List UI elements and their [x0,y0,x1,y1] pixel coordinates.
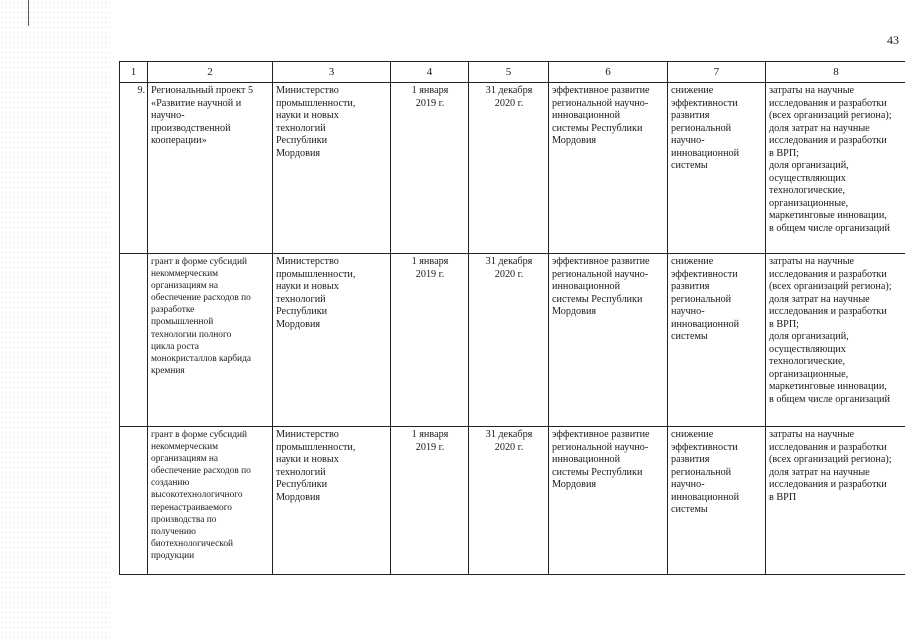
cell-line: некоммерческим [151,269,219,280]
cell-line: затраты на научные [769,256,855,267]
cell-line: получению [151,526,196,537]
executor-cell [273,427,391,575]
header-cell: 8 [766,62,905,83]
cell-line: инновационной [671,147,740,159]
cell-line: некоммерческим [151,442,219,453]
cell-line: Мордовия [552,479,597,490]
cell-line: эффективности [671,441,738,453]
cell-line: (всех организаций региона); [769,281,892,292]
cell-line: инновационной [552,454,621,465]
scan-noise [0,0,110,639]
cell-line: Мордовия [552,135,597,146]
measures-table [119,61,905,575]
executor-cell [273,254,391,427]
consequences-cell [668,83,766,254]
cell-line: 2020 г. [494,441,524,453]
cell-line: в ВРП [769,491,797,503]
cell-line: системы [671,160,708,171]
header-cell: 1 [120,62,148,83]
cell-line: науки и новых [276,281,339,292]
cell-line: монокристаллов карбида [151,353,251,364]
binding-line [28,0,29,26]
consequences-cell [668,254,766,427]
header-cell: 4 [391,62,469,83]
cell-line: 2019 г. [415,97,445,109]
cell-line: эффективное развитие [552,256,650,267]
end-date-cell [469,427,549,575]
cell-line: технологии полного [151,329,232,340]
table-row [120,83,905,254]
cell-line: Мордовия [276,491,321,503]
cell-line: 2019 г. [415,441,445,453]
cell-line: исследования и разработки [769,479,887,490]
cell-line: технологий [276,466,326,478]
cell-line: системы Республики [552,293,643,305]
cell-line: (всех организаций региона); [769,110,892,121]
result-cell [549,427,668,575]
cell-line: Региональный проект 5 [151,85,254,96]
cell-line: 31 декабря [485,85,533,96]
header-cell: 6 [549,62,668,83]
cell-line: 2020 г. [494,97,524,109]
cell-line: эффективности [671,268,738,280]
event-cell [148,427,273,575]
row-number: 9. [120,83,148,254]
cell-line: региональной [671,466,732,478]
page-number: 43 [887,33,899,47]
cell-line: инновационной [552,281,621,292]
cell-line: осуществляющих [769,172,846,184]
cell-line: промышленности, [276,268,356,280]
cell-line: снижение [671,256,714,267]
cell-line: организационные, [769,368,849,380]
cell-line: обеспечение расходов по [151,293,251,304]
cell-line: региональной [671,122,732,134]
cell-line: доля затрат на научные [769,466,870,478]
cell-line: Министерство [276,256,339,267]
cell-line: научно- [671,306,705,317]
cell-line: 1 января [411,85,449,96]
cell-line: научно- [671,479,705,490]
cell-line: Республики [276,479,328,490]
cell-line: исследования и разработки [769,306,887,317]
cell-line: разработке [151,305,195,316]
cell-line: производства по [151,514,217,525]
table-row [120,427,905,575]
cell-line: организационные, [769,197,849,209]
cell-line: 2019 г. [415,268,445,280]
cell-line: промышленной [151,317,214,328]
cell-line: снижение [671,85,714,96]
cell-line: в ВРП; [769,318,800,330]
cell-line: доля затрат на научные [769,122,870,134]
cell-line: региональной научно- [552,441,649,453]
cell-line: в общем числе организаций [769,393,890,405]
cell-line: осуществляющих [769,343,846,355]
end-date-cell [469,83,549,254]
cell-line: системы [671,331,708,342]
cell-line: Министерство [276,429,339,440]
cell-line: региональной научно- [552,97,649,109]
cell-line: эффективное развитие [552,429,650,440]
cell-line: инновационной [671,318,740,330]
cell-line: науки и новых [276,110,339,121]
cell-line: кремния [151,365,185,376]
cell-line: (всех организаций региона); [769,454,892,465]
end-date-cell [469,254,549,427]
cell-line: биотехнологической [151,538,234,549]
cell-line: исследования и разработки [769,268,887,280]
indicators-cell [766,254,905,427]
cell-line: промышленности, [276,441,356,453]
cell-line: инновационной [671,491,740,503]
start-date-cell [391,83,469,254]
cell-line: научно- [151,110,185,121]
cell-line: Министерство [276,85,339,96]
start-date-cell [391,427,469,575]
cell-line: маркетинговые инновации, [769,210,887,221]
cell-line: системы [671,504,708,515]
cell-line: промышленности, [276,97,356,109]
header-cell: 5 [469,62,549,83]
result-cell [549,254,668,427]
row-number [120,254,148,427]
cell-line: технологические, [769,356,846,367]
cell-line: Мордовия [276,318,321,330]
cell-line: снижение [671,429,714,440]
cell-line: созданию [151,478,190,489]
cell-line: организациям на [151,281,219,292]
cell-line: эффективности [671,97,738,109]
event-cell [148,254,273,427]
table-row [120,254,905,427]
cell-line: технологий [276,293,326,305]
cell-line: Республики [276,306,328,317]
cell-line: развития [671,281,710,292]
cell-line: 31 декабря [485,429,533,440]
cell-line: Республики [276,135,328,146]
cell-line: технологические, [769,185,846,196]
cell-line: региональной научно- [552,268,649,280]
cell-line: эффективное развитие [552,85,650,96]
indicators-cell [766,83,905,254]
cell-line: в общем числе организаций [769,222,890,234]
cell-line: доля затрат на научные [769,293,870,305]
cell-line: затраты на научные [769,85,855,96]
header-cell: 2 [148,62,273,83]
event-cell [148,83,273,254]
cell-line: развития [671,454,710,465]
cell-line: региональной [671,293,732,305]
cell-line: маркетинговые инновации, [769,381,887,392]
cell-line: технологий [276,122,326,134]
cell-line: 1 января [411,429,449,440]
result-cell [549,83,668,254]
cell-line: исследования и разработки [769,135,887,146]
cell-line: Мордовия [276,147,321,159]
header-row [120,62,905,83]
consequences-cell [668,427,766,575]
cell-line: доля организаций, [769,331,849,342]
cell-line: развития [671,110,710,121]
header-cell: 7 [668,62,766,83]
cell-line: продукции [151,550,195,561]
cell-line: исследования и разработки [769,441,887,453]
cell-line: научно- [671,135,705,146]
header-cell: 3 [273,62,391,83]
cell-line: грант в форме субсидий [151,430,248,440]
cell-line: затраты на научные [769,429,855,440]
start-date-cell [391,254,469,427]
cell-line: организациям на [151,454,219,465]
cell-line: цикла роста [151,341,199,352]
cell-line: 2020 г. [494,268,524,280]
cell-line: Мордовия [552,306,597,317]
cell-line: науки и новых [276,454,339,465]
row-number [120,427,148,575]
cell-line: инновационной [552,110,621,121]
cell-line: перенастраиваемого [151,502,232,513]
cell-line: кооперации» [151,135,207,146]
cell-line: в ВРП; [769,147,800,159]
cell-line: системы Республики [552,122,643,134]
executor-cell [273,83,391,254]
cell-line: «Развитие научной и [151,97,242,109]
cell-line: обеспечение расходов по [151,466,251,477]
cell-line: 31 декабря [485,256,533,267]
indicators-cell [766,427,905,575]
cell-line: высокотехнологичного [151,490,243,501]
cell-line: производственной [151,122,231,134]
cell-line: исследования и разработки [769,97,887,109]
cell-line: системы Республики [552,466,643,478]
cell-line: доля организаций, [769,160,849,171]
cell-line: 1 января [411,256,449,267]
cell-line: грант в форме субсидий [151,257,248,267]
